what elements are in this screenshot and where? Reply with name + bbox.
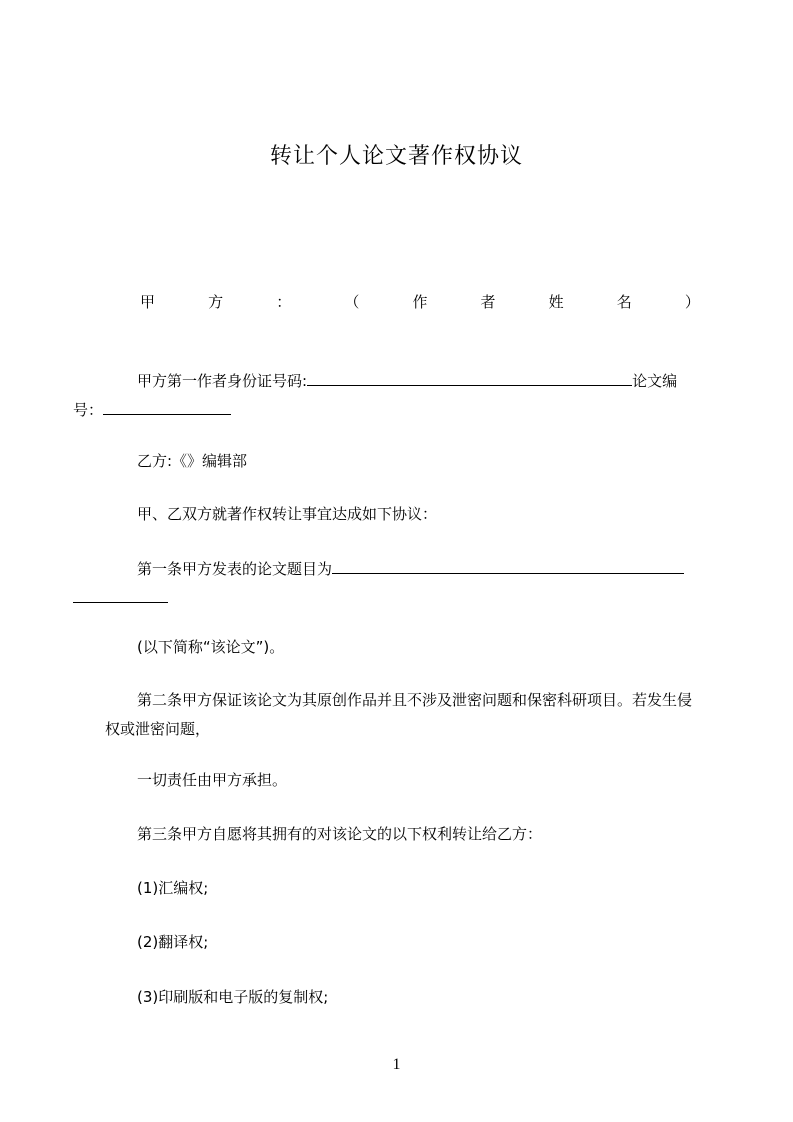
party-a-char: 方 <box>208 293 224 311</box>
intro-paragraph: 甲、乙双方就著作权转让事宜达成如下协议： <box>137 505 438 523</box>
title-blank-cont <box>73 588 168 603</box>
article-1-text: 第一条甲方发表的论文题目为 <box>137 560 333 578</box>
id-number-blank <box>307 371 632 386</box>
page-number: 1 <box>392 1056 401 1073</box>
article-1-paragraph <box>105 555 701 613</box>
id-number-paragraph <box>73 367 701 425</box>
party-a-char: 姓 <box>548 293 564 311</box>
document-title: 转让个人论文著作权协议 <box>269 144 523 169</box>
article-2-continuation: 一切责任由甲方承担。 <box>137 771 288 789</box>
party-a-char: ： <box>276 293 292 311</box>
paper-number-label-wrap: 号： <box>73 396 231 425</box>
party-a-char: （ <box>344 293 360 311</box>
paper-number-blank <box>103 400 231 415</box>
party-a-char: 者 <box>480 293 496 311</box>
party-b-paragraph: 乙方:《》编辑部 <box>137 452 248 470</box>
right-item: (2)翻译权; <box>137 933 209 951</box>
party-a-char: ） <box>684 293 700 311</box>
id-number-label: 甲方第一作者身份证号码: <box>137 372 308 390</box>
article-1-note: (以下简称“该论文”)。 <box>137 638 285 656</box>
party-a-char: 甲 <box>140 293 156 311</box>
article-3-paragraph: 第三条甲方自愿将其拥有的对该论文的以下权利转让给乙方： <box>137 825 543 843</box>
party-a-line <box>140 288 700 317</box>
party-a-char: 名 <box>616 293 632 311</box>
article-2-paragraph: 第二条甲方保证该论文为其原创作品并且不涉及泄密问题和保密科研项目。若发生侵权或泄密问题， <box>105 691 693 738</box>
right-item: (1)汇编权; <box>137 879 209 897</box>
title-blank <box>332 559 684 574</box>
right-item: (3)印刷版和电子版的复制权; <box>137 988 329 1006</box>
party-a-char: 作 <box>412 293 428 311</box>
paper-number-label: 论文编 <box>632 372 678 390</box>
